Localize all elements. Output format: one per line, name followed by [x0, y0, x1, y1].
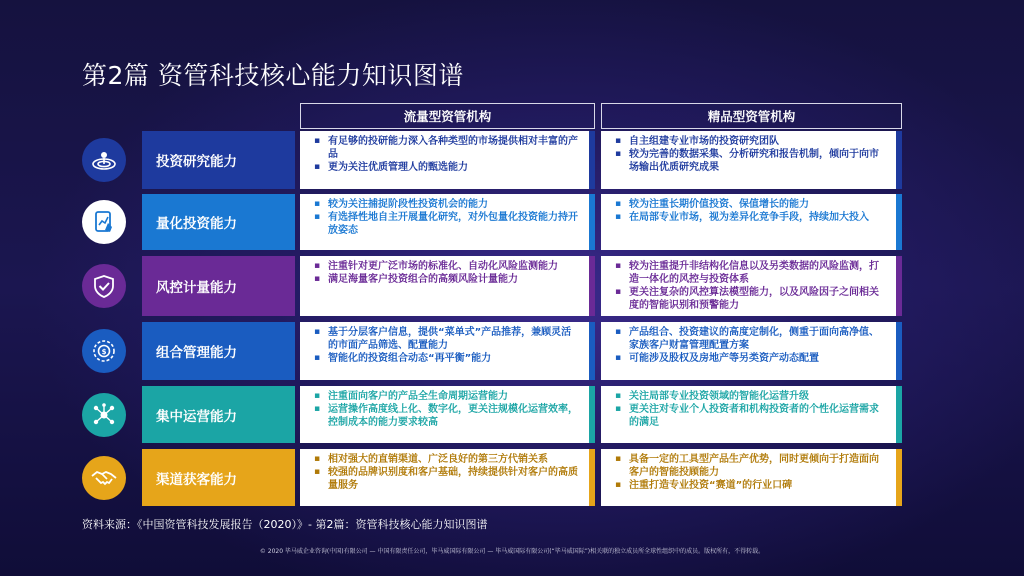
column-header-boutique: 精品型资管机构: [601, 103, 902, 129]
boutique-institution-cell: [601, 194, 902, 250]
bullet-item: ▪ 较为关注捕捉阶段性投资机会的能力: [314, 198, 581, 211]
bullet-item: ▪ 更关注复杂的风控算法模型能力，以及风险因子之间相关度的智能识别和预警能力: [615, 286, 888, 312]
bullet-item: ▪ 较为完善的数据采集、分析研究和报告机制，倾向于向市场输出优质研究成果: [615, 148, 888, 174]
column-header-traffic: 流量型资管机构: [300, 103, 595, 129]
bullet-item: ▪ 注重打造专业投资“赛道”的行业口碑: [615, 479, 888, 492]
target-icon: [82, 138, 126, 182]
boutique-institution-cell: [601, 449, 902, 506]
handshake-icon: [82, 456, 126, 500]
traffic-institution-cell: [300, 131, 595, 189]
capability-label: 量化投资能力: [142, 194, 295, 250]
traffic-institution-cell: [300, 322, 595, 380]
capability-label: 风控计量能力: [142, 256, 295, 316]
page-title: 第2篇 资管科技核心能力知识图谱: [82, 61, 464, 90]
capability-label: 渠道获客能力: [142, 449, 295, 506]
bullet-item: ▪ 更为关注优质管理人的甄选能力: [314, 161, 581, 174]
bullet-item: ▪ 在局部专业市场，视为差异化竞争手段，持续加大投入: [615, 211, 888, 224]
traffic-institution-cell: [300, 449, 595, 506]
bullet-item: ▪ 具备一定的工具型产品生产优势，同时更倾向于打造面向客户的智能投顾能力: [615, 453, 888, 479]
traffic-institution-cell: [300, 386, 595, 443]
bullet-item: ▪ 有选择性地自主开展量化研究，对外包量化投资能力持开放姿态: [314, 211, 581, 237]
boutique-institution-cell: [601, 256, 902, 316]
boutique-institution-cell: [601, 322, 902, 380]
traffic-institution-cell: [300, 194, 595, 250]
bullet-item: ▪ 关注局部专业投资领域的智能化运营升级: [615, 390, 888, 403]
bullet-item: ▪ 满足海量客户投资组合的高频风险计量能力: [314, 273, 581, 286]
bullet-item: ▪ 相对强大的直销渠道、广泛良好的第三方代销关系: [314, 453, 581, 466]
portfolio-coin-icon: [82, 329, 126, 373]
bullet-item: ▪ 较为注重提升非结构化信息以及另类数据的风险监测，打造一体化的风控与投资体系: [615, 260, 888, 286]
bullet-item: ▪ 运营操作高度线上化、数字化，更关注规模化运营效率，控制成本的能力要求较高: [314, 403, 581, 429]
traffic-institution-cell: [300, 256, 595, 316]
bullet-item: ▪ 较为注重长期价值投资、保值增长的能力: [615, 198, 888, 211]
bullet-item: ▪ 有足够的投研能力深入各种类型的市场提供相对丰富的产品: [314, 135, 581, 161]
bullet-item: ▪ 自主组建专业市场的投资研究团队: [615, 135, 888, 148]
bullet-item: ▪ 注重针对更广泛市场的标准化、自动化风险监测能力: [314, 260, 581, 273]
bullet-item: ▪ 基于分层客户信息，提供“菜单式”产品推荐，兼顾灵活的市面产品筛选、配置能力: [314, 326, 581, 352]
bullet-item: ▪ 较强的品牌识别度和客户基础，持续提供针对客户的高质量服务: [314, 466, 581, 492]
bullet-item: ▪ 智能化的投资组合动态“再平衡”能力: [314, 352, 581, 365]
capability-label: 组合管理能力: [142, 322, 295, 380]
bullet-item: ▪ 更关注对专业个人投资者和机构投资者的个性化运营需求的满足: [615, 403, 888, 429]
capability-label: 投资研究能力: [142, 131, 295, 189]
boutique-institution-cell: [601, 386, 902, 443]
bullet-item: ▪ 注重面向客户的产品全生命周期运营能力: [314, 390, 581, 403]
boutique-institution-cell: [601, 131, 902, 189]
copyright-footer: © 2020 毕马威企业咨询(中国)有限公司 — 中国有限责任公司，毕马威国际有限公司 — 毕马威国际有限公司(“毕马威国际”)相关联的独立成员所全球性组织中的成员。版权所有，不得转载。: [259, 548, 765, 555]
capability-label: 集中运营能力: [142, 386, 295, 443]
quant-chart-icon: [82, 200, 126, 244]
network-hub-icon: [82, 393, 126, 437]
source-note: 资料来源：《中国资管科技发展报告（2020）》- 第2篇：资管科技核心能力知识图谱: [82, 518, 488, 531]
shield-check-icon: [82, 264, 126, 308]
bullet-item: ▪ 产品组合、投资建议的高度定制化，侧重于面向高净值、家族客户财富管理配置方案: [615, 326, 888, 352]
svg-text:$: $: [101, 348, 107, 356]
bullet-item: ▪ 可能涉及股权及房地产等另类资产动态配置: [615, 352, 888, 365]
